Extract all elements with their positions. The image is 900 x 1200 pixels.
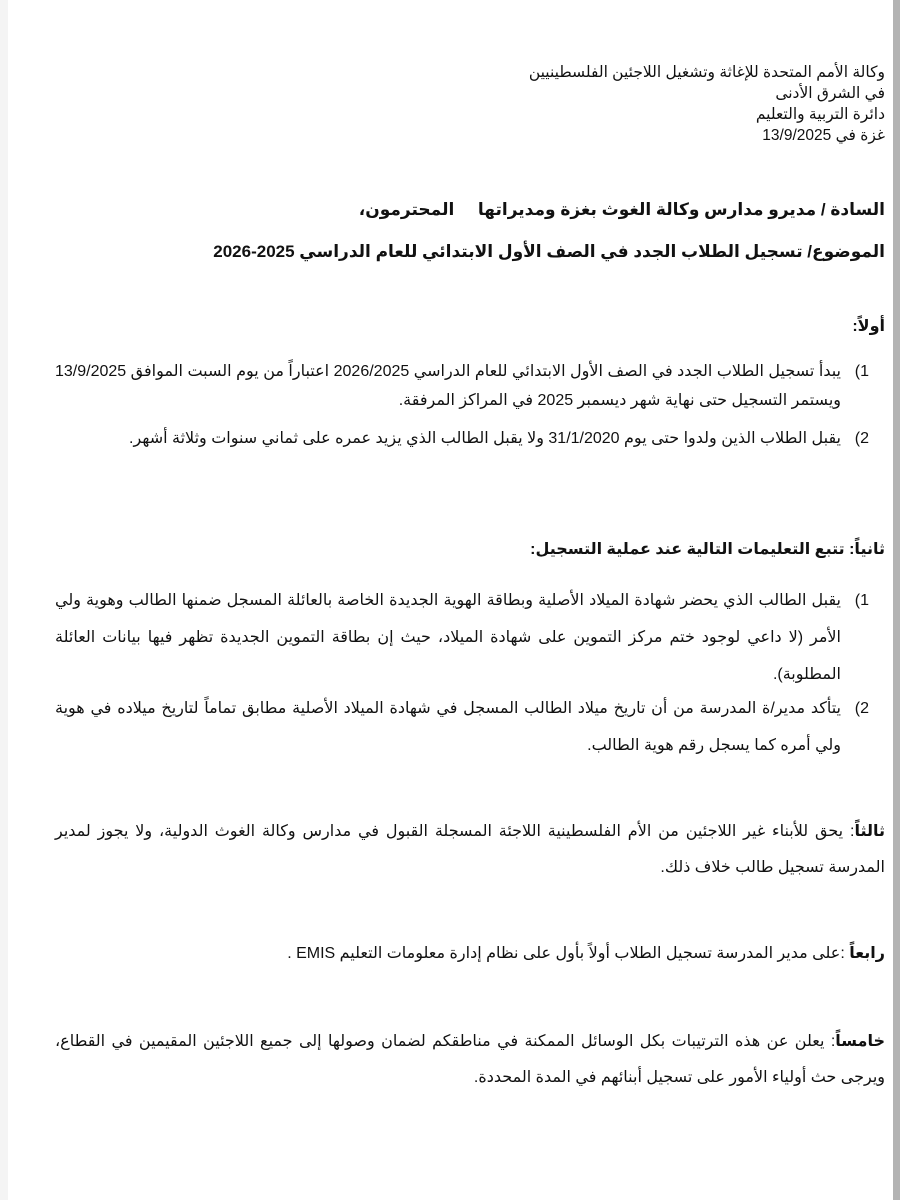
item-number: 2) [854, 430, 869, 447]
section-third [55, 814, 885, 886]
item-text: يقبل الطلاب الذين ولدوا حتى يوم 31/1/2020 ولا يقبل الطالب الذي يزيد عمره على ثماني سنوات وثلاثة أشهر. [129, 430, 841, 447]
section-fourth-text: :على مدير المدرسة تسجيل الطلاب أولاً بأول على نظام إدارة معلومات التعليم EMIS . [287, 945, 850, 962]
item-number: 1) [854, 363, 869, 380]
item-text: يقبل الطالب الذي يحضر شهادة الميلاد الأصلية وبطاقة الهوية الجديدة الخاصة بالعائلة المسجل ضمنها الطالب وهوية ولي الأمر (لا داعي لوجود ختم مركز التموين على شهادة الميلاد، حيث إن بطاقة التموين الجديدة تظهر فيها بيانات العائلة المطلوبة). [55, 592, 841, 683]
addressee-salutation: المحترمون، [358, 200, 455, 219]
letterhead [55, 62, 885, 146]
section-first-title: أولاً: [852, 318, 885, 335]
viewer-scroll-edge[interactable] [893, 0, 900, 1200]
section-fifth [55, 1024, 885, 1096]
section-fourth-label: رابعاً [849, 945, 885, 962]
addressee-to: السادة / مديرو مدارس وكالة الغوث بغزة ومديراتها [477, 200, 885, 219]
section-second-item-2 [55, 690, 869, 764]
section-first-item-2 [55, 424, 869, 453]
item-text: يتأكد مدير/ة المدرسة من أن تاريخ ميلاد الطالب المسجل في شهادة الميلاد الأصلية مطابق تماماً لتاريخ ميلاده في هوية ولي أمره كما يسجل رقم هوية الطالب. [55, 700, 841, 754]
department-name: دائرة التربية والتعليم [755, 106, 885, 123]
section-second-title: ثانياً: تتبع التعليمات التالية عند عملية التسجيل: [530, 541, 885, 558]
section-fifth-label: خامساً [835, 1033, 885, 1050]
section-fifth-text: : يعلن عن هذه الترتيبات بكل الوسائل الممكنة في مناطقكم لضمان وصولها إلى جميع اللاجئين المقيمين في القطاع، ويرجى حث أولياء الأمور على تسجيل أبنائهم في المدة المحددة. [55, 1033, 885, 1086]
subject-line: الموضوع/ تسجيل الطلاب الجدد في الصف الأول الابتدائي للعام الدراسي 2025-2026 [213, 242, 885, 261]
section-fourth [55, 936, 885, 972]
section-third-label: ثالثاً [854, 823, 886, 840]
place-date: غزة في 13/9/2025 [762, 127, 885, 144]
section-first-item-1 [55, 357, 869, 415]
section-third-text: : يحق للأبناء غير اللاجئين من الأم الفلسطينية اللاجئة المسجلة القبول في مدارس وكالة الغوث الدولية، ولا يجوز لمدير المدرسة تسجيل طالب خلاف ذلك. [55, 823, 885, 876]
addressee [55, 198, 885, 222]
item-number: 2) [854, 700, 869, 717]
item-number: 1) [854, 592, 869, 609]
item-text: يبدأ تسجيل الطلاب الجدد في الصف الأول الابتدائي للعام الدراسي 2026/2025 اعتباراً من يوم السبت الموافق 13/9/2025 ويستمر التسجيل حتى نهاية شهر ديسمبر 2025 في المراكز المرفقة. [55, 363, 841, 409]
org-name-line2: في الشرق الأدنى [775, 85, 885, 102]
section-second-item-1 [55, 582, 869, 693]
org-name-line1: وكالة الأمم المتحدة للإغاثة وتشغيل اللاجئين الفلسطينيين [528, 64, 885, 81]
